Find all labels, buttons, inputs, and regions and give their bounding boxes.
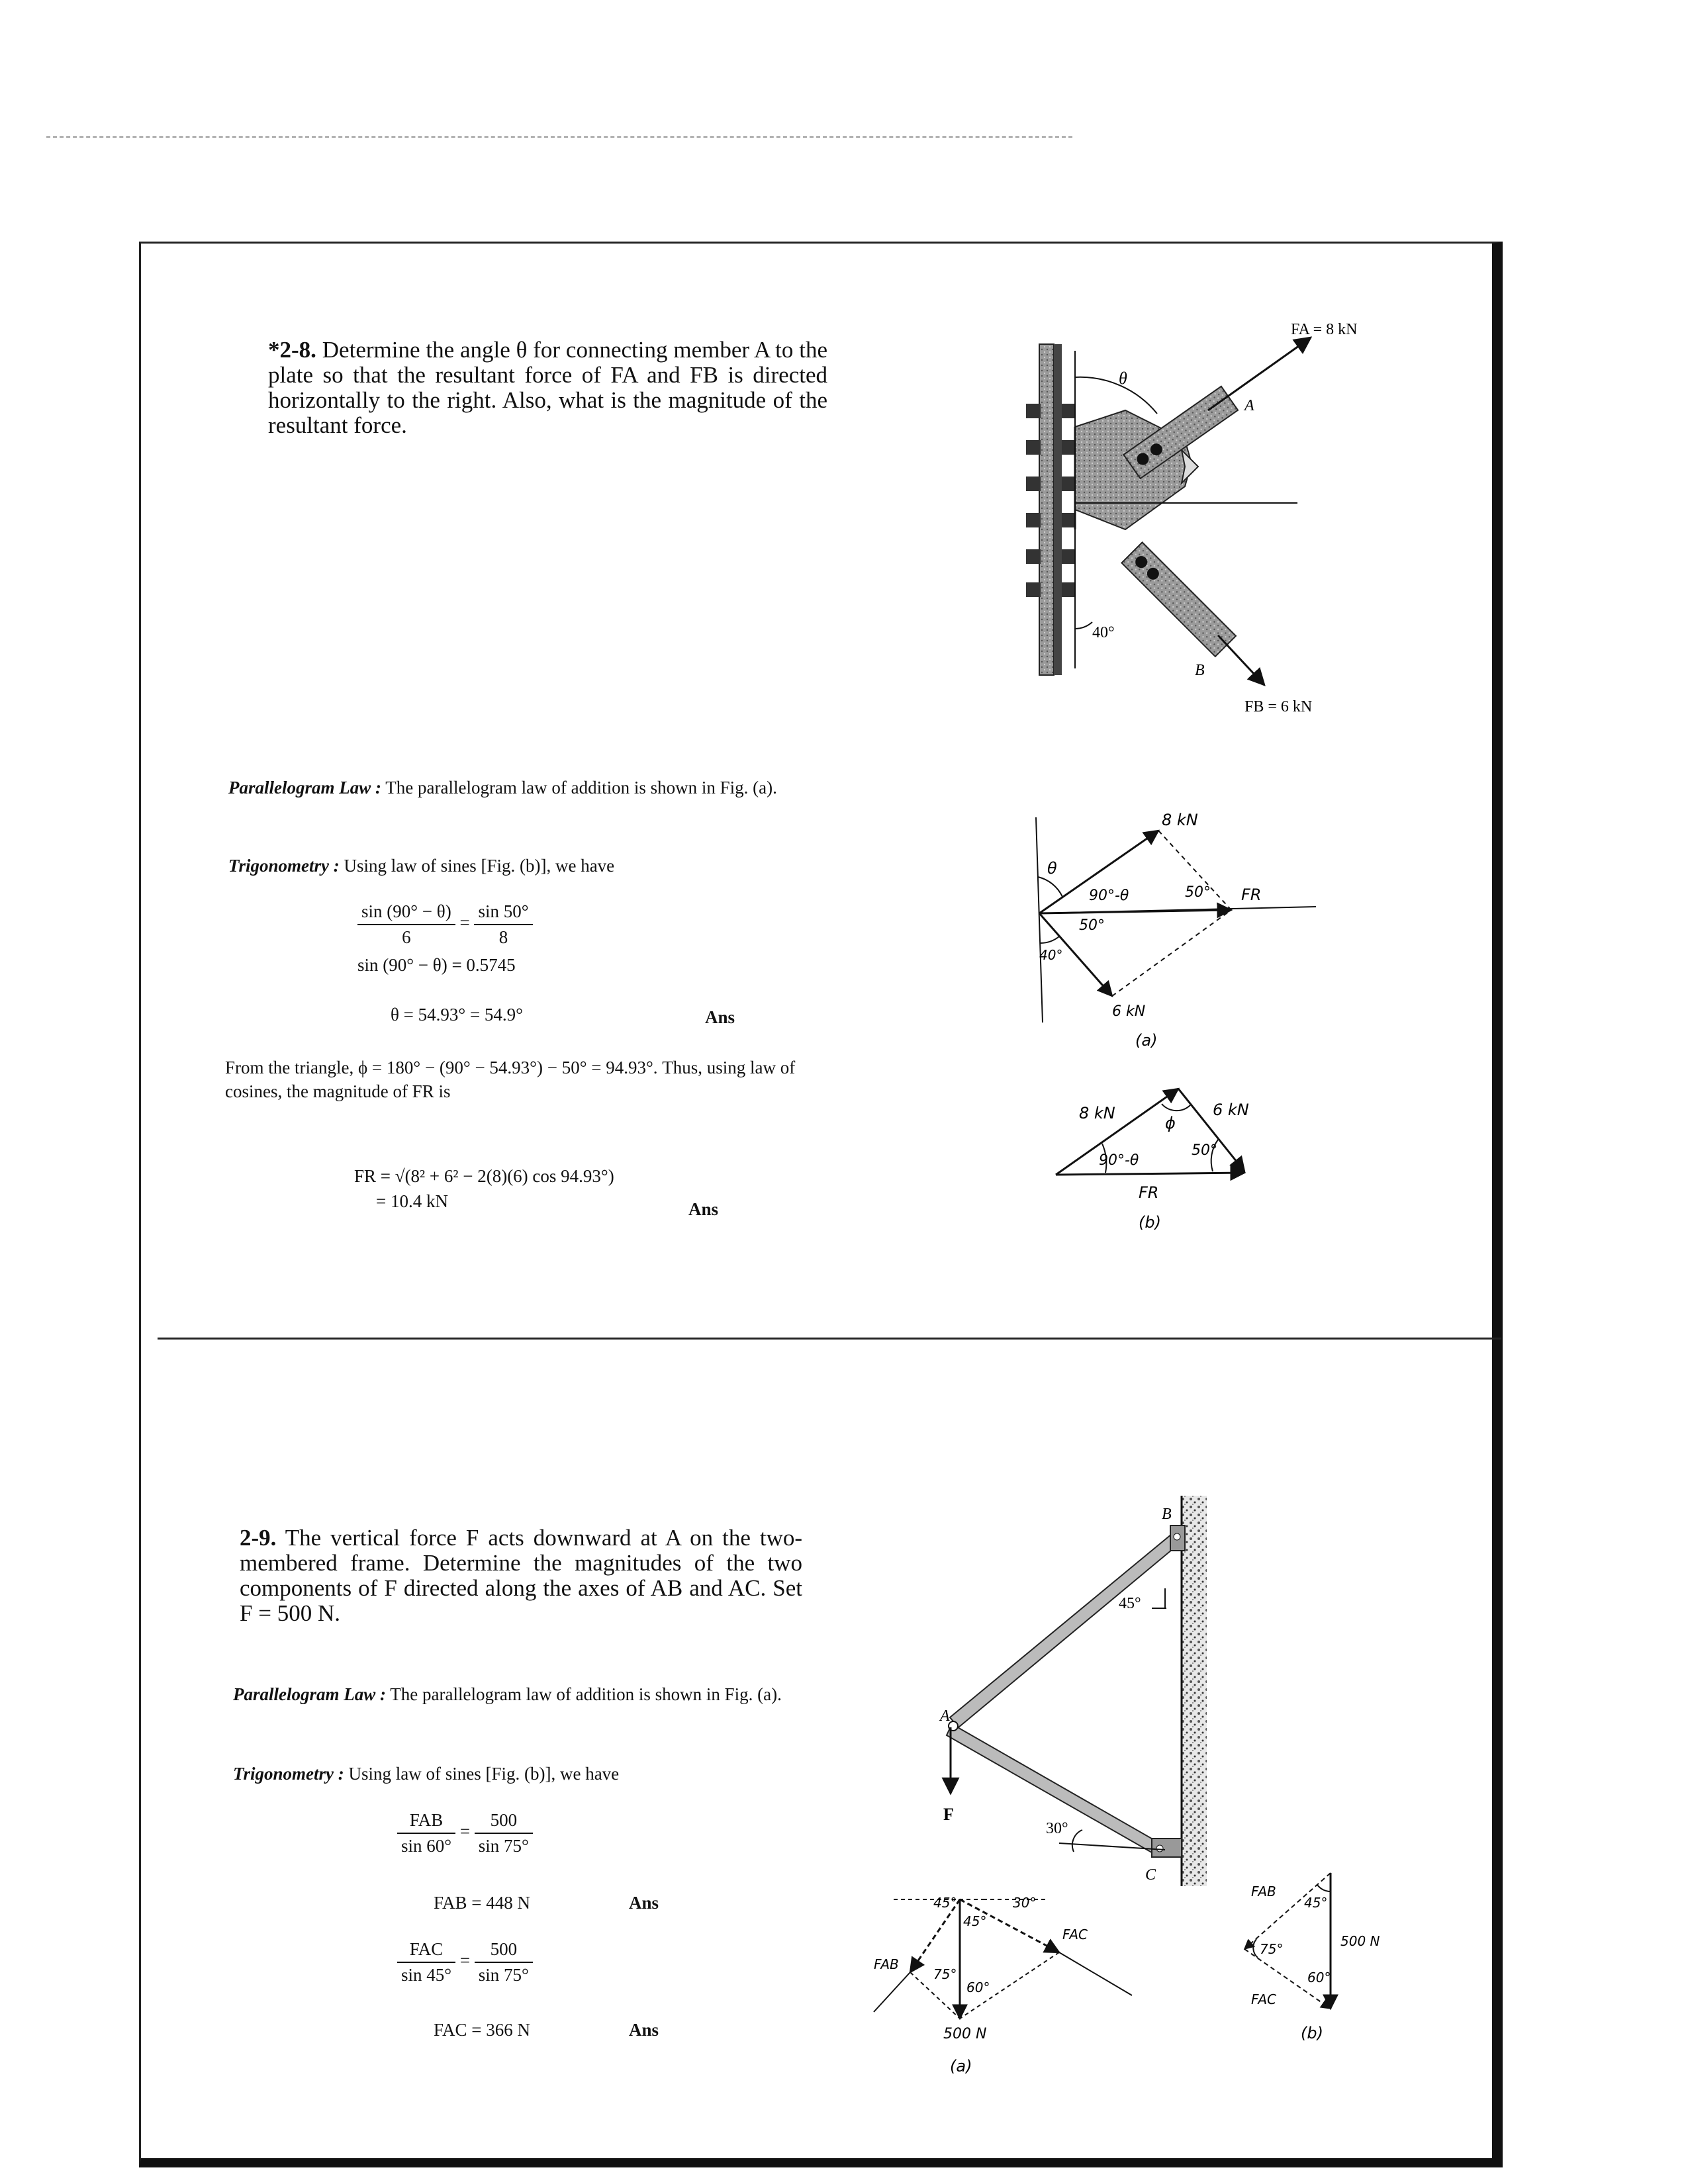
eq-den-right: sin 75° [478, 1965, 529, 1985]
parallelogram-heading: Parallelogram Law : [228, 778, 381, 797]
fig-a-caption: (a) [950, 2057, 972, 2075]
fig-a-60: 60° [966, 1979, 990, 1995]
fig-b-45: 45° [1304, 1895, 1328, 1911]
figure-2-8-plate [1019, 311, 1390, 721]
eq-num-left: FAC [397, 1939, 455, 1963]
fig-a-8kn: 8 kN [1162, 811, 1198, 829]
fig-a-50-lower: 50° [1079, 917, 1105, 934]
fig-a-6kn: 6 kN [1112, 1003, 1146, 1020]
fig-a-30: 30° [1013, 1895, 1037, 1911]
eq-den-right: 8 [498, 927, 508, 947]
fig-b-90-theta: 90°-θ [1099, 1152, 1139, 1169]
eq-equals: = [459, 1821, 471, 1842]
fig-b-6kn: 6 kN [1213, 1101, 1249, 1119]
eq-equals: = [459, 1950, 471, 1971]
eq-den-left: sin 60° [401, 1836, 452, 1856]
solution-2-8-parallelogram [228, 776, 804, 799]
answer-marker: Ans [688, 1199, 719, 1219]
fig-a-40: 40° [1039, 947, 1063, 963]
eq-num-right: sin 50° [474, 901, 532, 925]
law-of-sines-equation [357, 901, 533, 948]
fig-b-fac: FAC [1251, 1991, 1276, 2007]
eq-num-right: 500 [475, 1939, 533, 1963]
fig-b-8kn: 8 kN [1079, 1104, 1115, 1122]
figure-2-9-b-triangle [1211, 1860, 1410, 2052]
fig-b-fab: FAB [1251, 1884, 1276, 1899]
fig-b-60: 60° [1307, 1970, 1331, 1985]
answer-marker: Ans [705, 1007, 735, 1027]
solution-2-8-trig [228, 854, 804, 878]
trig-text: Using law of sines [Fig. (b)], we have [344, 856, 615, 876]
fig-a-45-left: 45° [933, 1895, 957, 1911]
eq-sine-value: sin (90° − θ) = 0.5745 [357, 955, 516, 975]
eq-equals: = [459, 913, 470, 933]
fig-a-fac: FAC [1062, 1927, 1088, 1942]
eq-theta-result: θ = 54.93° = 54.9° [391, 1005, 523, 1024]
fig-a-45-inner: 45° [963, 1913, 987, 1929]
fig-a-fab: FAB [874, 1956, 899, 1972]
fac-equation [397, 1939, 533, 1985]
member-b-label: B [1195, 662, 1205, 679]
eq-num-left: sin (90° − θ) [357, 901, 455, 925]
problem-2-9-statement [240, 1525, 802, 1626]
eq-fab-result: FAB = 448 N [434, 1893, 530, 1913]
eq-fac-result: FAC = 366 N [434, 2020, 530, 2040]
answer-marker: Ans [629, 2020, 659, 2040]
solution-2-9-trig [233, 1762, 809, 1786]
problem-2-8-statement [268, 338, 827, 438]
parallelogram-heading: Parallelogram Law : [233, 1684, 386, 1704]
eq-den-left: sin 45° [401, 1965, 452, 1985]
eq-num-right: 500 [475, 1810, 533, 1834]
fig-a-90-theta: 90°-θ [1089, 887, 1129, 904]
problem-number: 2-9. [240, 1525, 277, 1551]
trig-heading: Trigonometry : [233, 1764, 344, 1784]
fig-b-500n: 500 N [1340, 1933, 1380, 1949]
theta-label: θ [1119, 369, 1127, 388]
figure-2-8-b-triangle [1039, 1079, 1291, 1238]
angle-40-label: 40° [1092, 624, 1115, 641]
fig-b-fr: FR [1139, 1183, 1159, 1202]
eq-num-left: FAB [397, 1810, 455, 1834]
fig-a-75: 75° [933, 1966, 957, 1982]
force-f: F [943, 1805, 954, 1824]
fig-b-caption: (b) [1139, 1213, 1161, 1232]
problem-number: *2-8. [268, 337, 316, 363]
answer-marker: Ans [629, 1893, 659, 1913]
fb-label: FB = 6 kN [1244, 698, 1313, 715]
fig-a-500n: 500 N [943, 2026, 987, 2042]
fig-b-50: 50° [1192, 1142, 1217, 1159]
scan-top-rule [46, 136, 1072, 138]
fig-a-fr: FR [1241, 886, 1262, 904]
fig-a-theta: θ [1047, 859, 1057, 878]
fig-a-caption: (a) [1135, 1031, 1158, 1050]
solution-2-9-parallelogram [233, 1682, 809, 1706]
figure-2-9-a-parallelogram [861, 1880, 1152, 2091]
point-a: A [940, 1707, 950, 1725]
fa-label: FA = 8 kN [1291, 321, 1358, 338]
figure-2-8-a-parallelogram [1013, 804, 1331, 1056]
fig-a-50-upper: 50° [1185, 884, 1211, 901]
trig-heading: Trigonometry : [228, 856, 340, 876]
eq-law-of-cosines: FR = √(8² + 6² − 2(8)(6) cos 94.93°) [354, 1166, 614, 1186]
problem-divider [158, 1338, 1501, 1340]
fig-b-caption: (b) [1301, 2024, 1323, 2042]
fig-b-phi: ϕ [1165, 1114, 1176, 1132]
eq-den-right: sin 75° [478, 1836, 529, 1856]
eq-den-left: 6 [402, 927, 411, 947]
angle-45: 45° [1119, 1595, 1141, 1612]
problem-text: The vertical force F acts downward at A on the two-membered frame. Determine the magnitudes of the two components of F directed along the axes of AB and AC. Set F = 500 N. [240, 1525, 802, 1626]
trig-text: Using law of sines [Fig. (b)], we have [348, 1764, 620, 1784]
fig-b-75: 75° [1260, 1941, 1284, 1957]
eq-fr-result: = 10.4 kN [376, 1191, 448, 1211]
angle-30: 30° [1046, 1820, 1068, 1837]
problem-text: Determine the angle θ for connecting member A to the plate so that the resultant force of FA and FB is directed horizontally to the right. Also, what is the magnitude of the resultant force. [268, 337, 828, 438]
point-b: B [1162, 1506, 1172, 1523]
parallelogram-text: The parallelogram law of addition is shown in Fig. (a). [390, 1684, 782, 1704]
point-c: C [1145, 1866, 1156, 1884]
fab-equation [397, 1810, 533, 1856]
triangle-text: From the triangle, ϕ = 180° − (90° − 54.93°) − 50° = 94.93°. Thus, using law of cosines, the magnitude of FR is [225, 1058, 796, 1101]
figure-2-9-frame [927, 1489, 1231, 1899]
parallelogram-text: The parallelogram law of addition is shown in Fig. (a). [385, 778, 777, 797]
member-a-label: A [1244, 397, 1254, 414]
